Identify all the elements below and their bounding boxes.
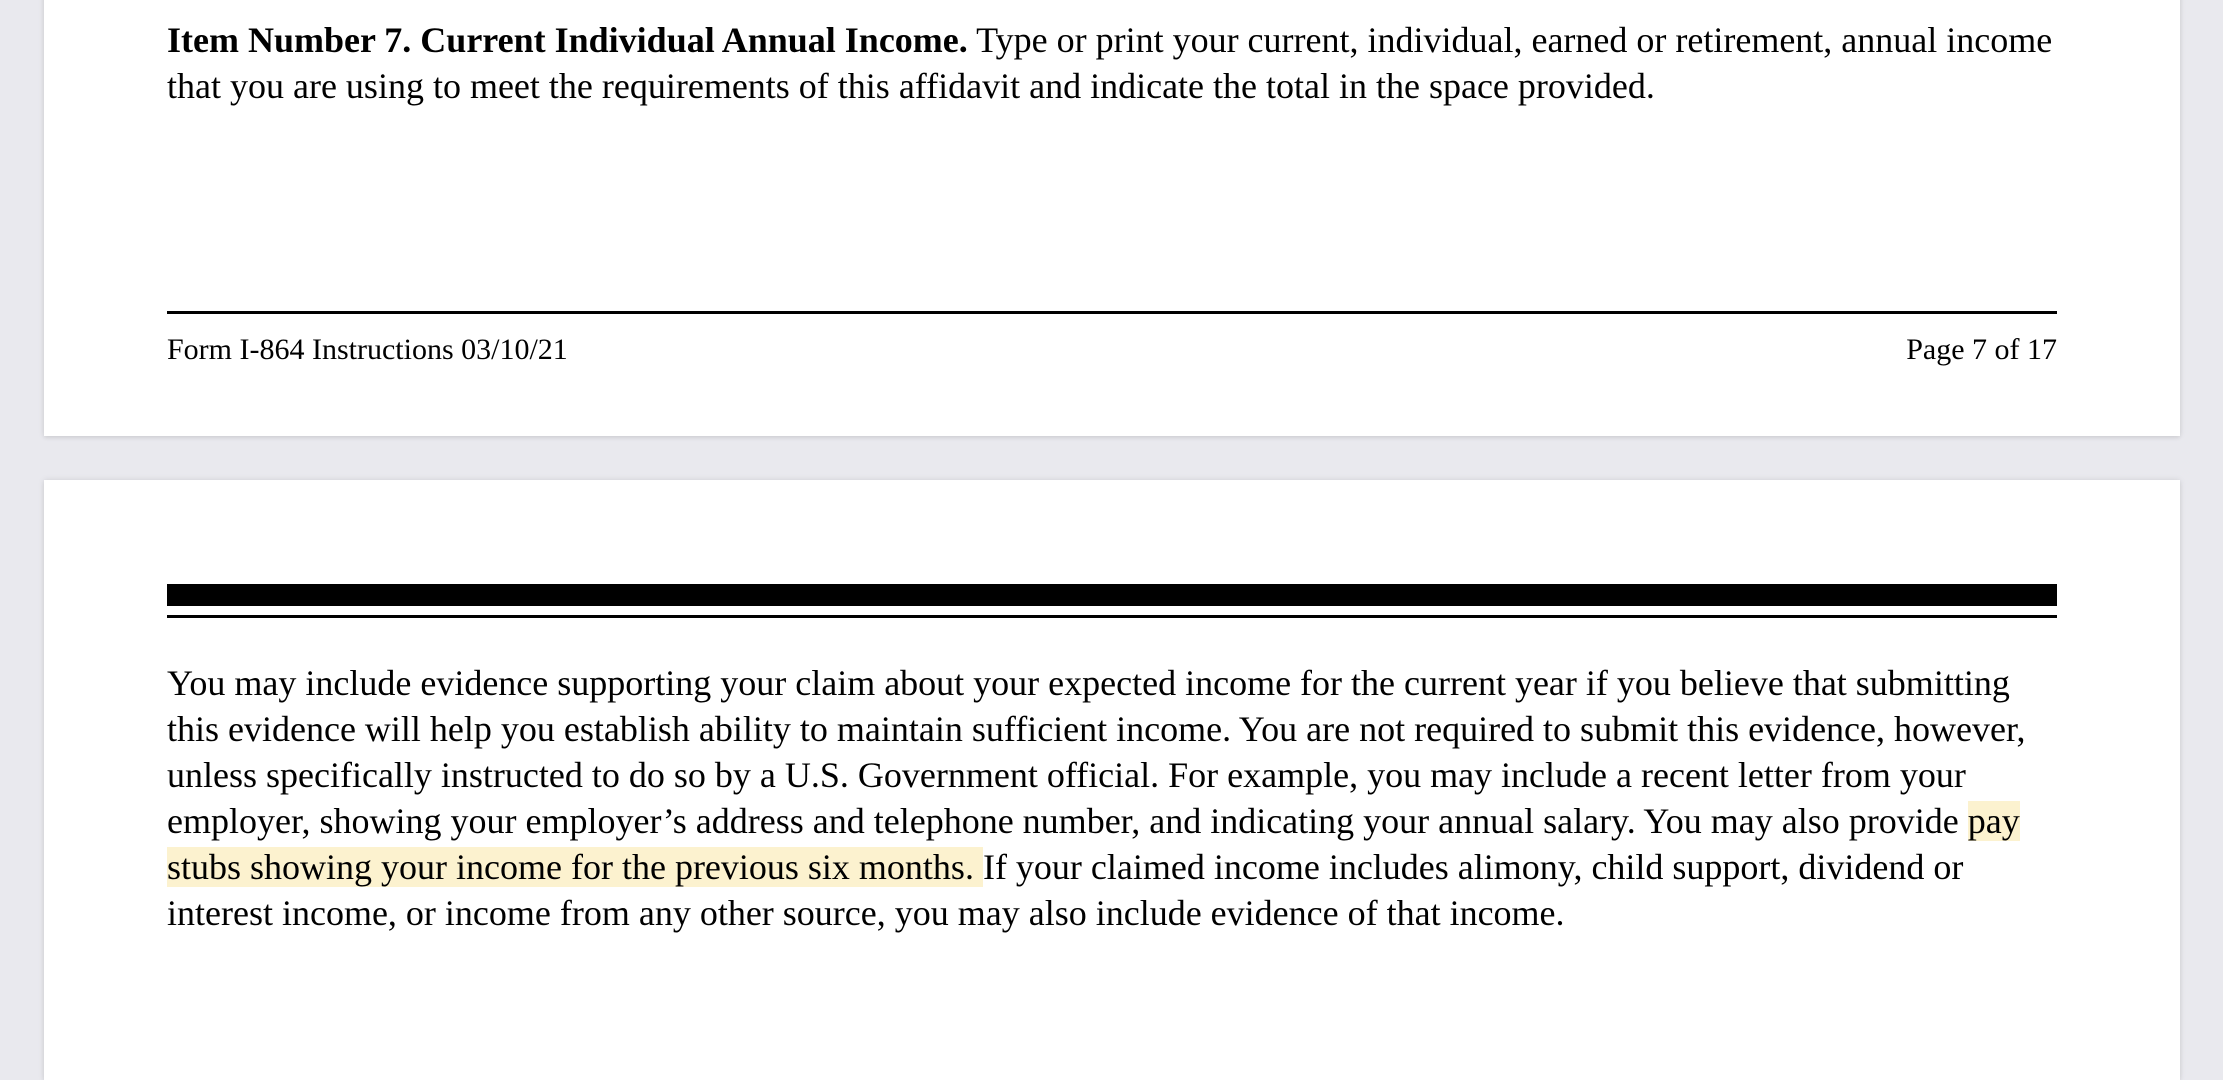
document-page-7 xyxy=(44,0,2180,436)
paragraph-text-end: If your claimed income includes alimony, child support, dividend or interest income, or income from any other source, you may also include evidence of that income. xyxy=(167,847,1964,933)
document-page-8 xyxy=(44,480,2180,1080)
footer-form-label: Form I-864 Instructions 03/10/21 xyxy=(167,333,568,366)
evidence-paragraph xyxy=(167,660,2067,936)
header-thin-rule xyxy=(167,615,2057,618)
footer-page-number: Page 7 of 17 xyxy=(1906,333,2057,366)
footer-divider xyxy=(167,311,2057,314)
paragraph-text-start: You may include evidence supporting your claim about your expected income for the current year if you believe that submitting this evidence will help you establish ability to maintain sufficient income. You are not required to submit this evidence, however, unless specifically instructed to do so by a U.S. Government official. For example, you may include a recent letter from your employer, showing your employer’s address and telephone number, and indicating your annual salary. You may also provide xyxy=(167,663,2026,841)
header-thick-rule xyxy=(167,584,2057,606)
item-7-heading: Item Number 7. Current Individual Annual Income. xyxy=(167,20,968,60)
item-7-instructions xyxy=(167,17,2067,109)
item-7-text: Type or print your current, individual, earned or retirement, annual income that you are using to meet the requirements of this affidavit and indicate the total in the space provided. xyxy=(167,20,2053,106)
highlighted-text[interactable]: pay stubs showing your income for the previous six months. xyxy=(167,801,2020,887)
